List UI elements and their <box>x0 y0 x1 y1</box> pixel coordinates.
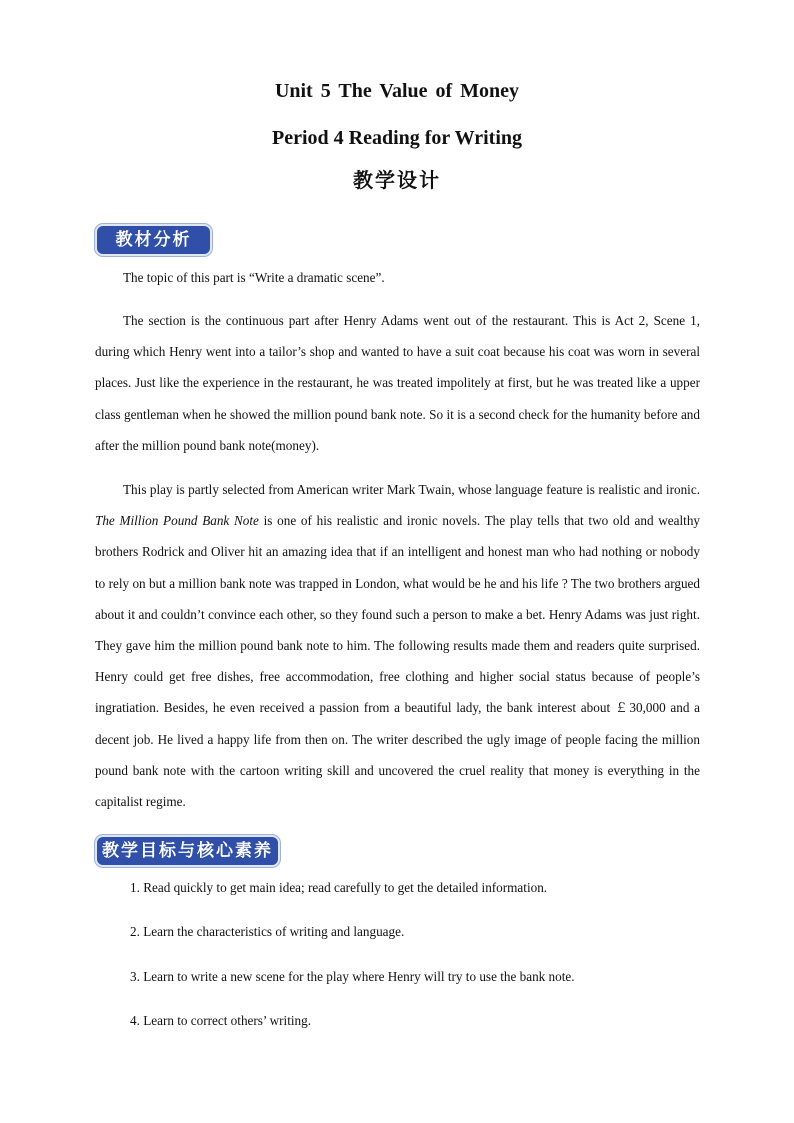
objective-item-2: 2. Learn the characteristics of writing and language. <box>130 924 405 939</box>
play-background-paragraph <box>95 474 700 817</box>
objective-item-3: 3. Learn to write a new scene for the play where Henry will try to use the bank note. <box>130 969 575 984</box>
topic-paragraph: The topic of this part is “Write a dramatic scene”. <box>123 270 385 285</box>
unit-title: Unit 5 The Value of Money <box>274 80 520 102</box>
play-background-body: is one of his realistic and ironic novels. The play tells that two old and wealthy brothers Rodrick and Oliver hit an amazing idea that if an intelligent and honest man who had nothing or nobody to rely on but a million bank note was trapped in London, what would be he and his life ? The two brothers argued about it and couldn’t convince each other, so they found such a person to make a bet. Henry Adams was just right. They gave him the million pound bank note to him. The following results made them and readers quite surprised. Henry could get free dishes, free accommodation, free clothing and higher social status because of people’s ingratiation. Besides, he even received a passion from a beautiful lady, the bank interest about ￡30,000 and a decent job. He lived a happy life from then on. The writer described the ugly image of people facing the million pound bank note with the cartoon writing skill and uncovered the cruel reality that money is everything in the capitalist regime. <box>95 513 701 810</box>
document-type-title: 教学设计 <box>353 168 441 192</box>
objective-item-1: 1. Read quickly to get main idea; read carefully to get the detailed information. <box>130 880 548 895</box>
play-background-intro: This play is partly selected from American writer Mark Twain, whose language feature is realistic and ironic. <box>123 482 700 497</box>
objective-item-4: 4. Learn to correct others’ writing. <box>130 1013 312 1028</box>
section-description-paragraph: The section is the continuous part after Henry Adams went out of the restaurant. This is Act 2, Scene 1, during which Henry went into a tailor’s shop and wanted to have a suit coat because his coat was worn in several places. Just like the experience in the restaurant, he was treated impolitely at first, but he was treated like a upper class gentleman when he showed the million pound bank note. So it is a second check for the humanity before and after the million pound bank note(money). <box>95 313 700 453</box>
book-title: The Million Pound Bank Note <box>95 513 259 529</box>
period-title: Period 4 Reading for Writing <box>272 127 522 149</box>
section-badge-objectives: 教学目标与核心素养 <box>97 837 278 865</box>
section-badge-textbook-analysis: 教材分析 <box>97 226 210 254</box>
